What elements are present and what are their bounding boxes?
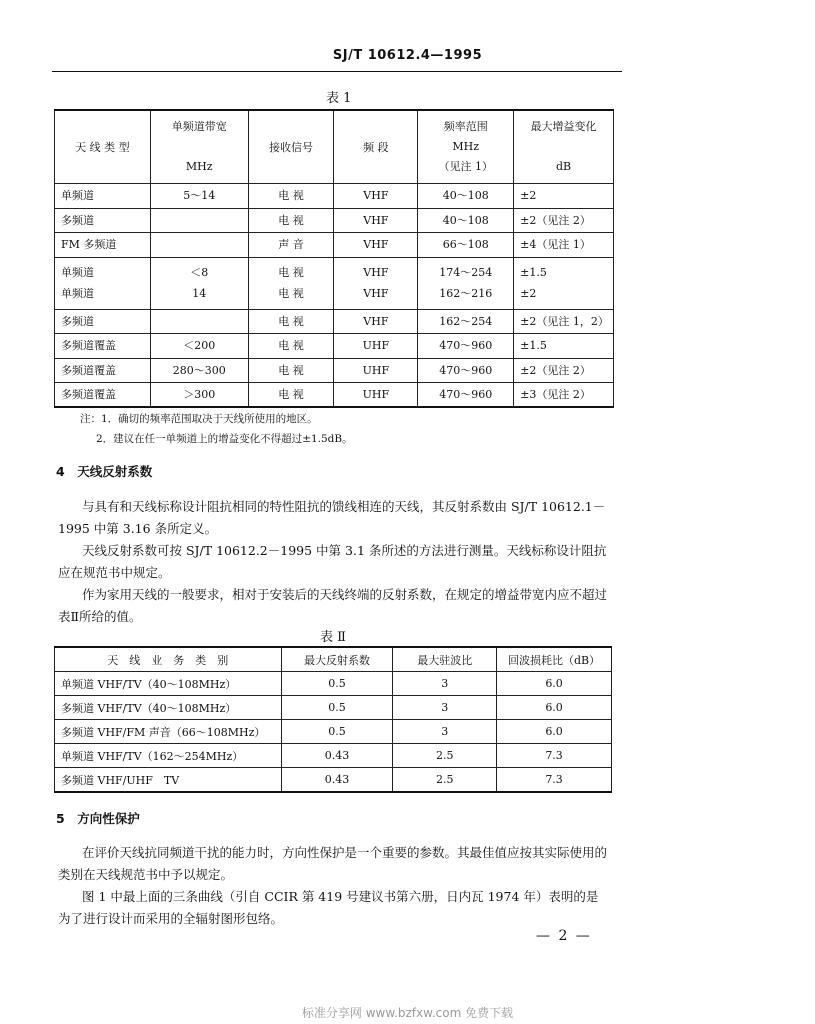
table-1-cell-freq: 470～960 bbox=[418, 334, 514, 359]
table-2-cell-max-reflection: 0.43 bbox=[281, 768, 393, 793]
table-1-row bbox=[55, 184, 614, 209]
table-1-cell-bw: 5～14 bbox=[150, 184, 248, 209]
table-1-title: 表 1 bbox=[326, 91, 352, 106]
table-1-cell-type: 单频道 bbox=[55, 184, 151, 209]
table-1-cell-bw: ＞300 bbox=[150, 383, 248, 408]
table-1-cell-type: 单频道 单频道 bbox=[55, 257, 151, 309]
header-max-vswr: 最大驻波比 bbox=[393, 647, 497, 672]
section-4-paragraph-1: 与具有和天线标称设计阻抗相同的特性阻抗的馈线相连的天线，其反射系数由 SJ/T 10612.1－1995 中第 3.16 条所定义。 bbox=[58, 499, 606, 536]
table-2 bbox=[54, 646, 612, 793]
table-1-cell-gain: ±2（见注 2） bbox=[514, 358, 614, 383]
table-1-cell-gain: ±1.5 bbox=[514, 334, 614, 359]
table-2-row bbox=[55, 744, 612, 768]
section-5-paragraph-2: 图 1 中最上面的三条曲线（引自 CCIR 第 419 号建议书第六册，日内瓦 1974 年）表明的是为了进行设计而采用的全辐射图形包络。 bbox=[58, 889, 599, 926]
header-antenna-type: 天 线 类 型 bbox=[55, 110, 151, 184]
table-2-cell-return-loss: 7.3 bbox=[497, 744, 612, 768]
table-1-cell-freq: 470～960 bbox=[418, 358, 514, 383]
watermark: 标准分享网 www.bzfxw.com 免费下载 bbox=[301, 1006, 514, 1020]
table-1-cell-signal: 电 视 bbox=[248, 309, 334, 334]
table-1-cell-band: VHF bbox=[334, 233, 418, 258]
section-4-heading: 4 天线反射系数 bbox=[56, 464, 153, 479]
table-1-cell-freq: 40～108 bbox=[418, 208, 514, 233]
header-max-reflection: 最大反射系数 bbox=[281, 647, 393, 672]
table-1-cell-type: 多频道 bbox=[55, 309, 151, 334]
table-1-cell-gain: ±2（见注 2） bbox=[514, 208, 614, 233]
table-1-row bbox=[55, 233, 614, 258]
table-1-row bbox=[55, 383, 614, 408]
table-1-cell-gain: ±3（见注 2） bbox=[514, 383, 614, 408]
header-rule bbox=[52, 71, 622, 72]
header-service-category: 天 线 业 务 类 别 bbox=[55, 647, 282, 672]
table-1-cell-signal: 声 音 bbox=[248, 233, 334, 258]
table-2-cell-service-category: 单频道 VHF/TV（40～108MHz） bbox=[55, 672, 282, 696]
table-1-row bbox=[55, 358, 614, 383]
table-2-row bbox=[55, 768, 612, 793]
header-frequency: 频率范围 MHz （见注 1） bbox=[418, 110, 514, 184]
table-2-cell-max-vswr: 3 bbox=[393, 672, 497, 696]
table-2-row bbox=[55, 672, 612, 696]
table-1-note-2: 2．建议在任一单频道上的增益变化不得超过±1.5dB。 bbox=[96, 433, 353, 445]
table-1-cell-band: VHF VHF bbox=[334, 257, 418, 309]
table-1-row bbox=[55, 257, 614, 309]
section-5-heading: 5 方向性保护 bbox=[56, 811, 140, 826]
table-1-row bbox=[55, 309, 614, 334]
table-2-cell-service-category: 多频道 VHF/UHF TV bbox=[55, 768, 282, 793]
table-1-cell-gain: ±2（见注 1，2） bbox=[514, 309, 614, 334]
table-1-cell-type: 多频道覆盖 bbox=[55, 358, 151, 383]
table-2-cell-max-vswr: 3 bbox=[393, 720, 497, 744]
table-1-cell-band: VHF bbox=[334, 208, 418, 233]
table-2-cell-service-category: 单频道 VHF/TV（162～254MHz） bbox=[55, 744, 282, 768]
table-2-row bbox=[55, 696, 612, 720]
table-1-cell-gain: ±1.5 ±2 bbox=[514, 257, 614, 309]
table-1-cell-signal: 电 视 bbox=[248, 184, 334, 209]
section-5-paragraph-1: 在评价天线抗同频道干扰的能力时，方向性保护是一个重要的参数。其最佳值应按其实际使用的类别在天线规范书中予以规定。 bbox=[58, 845, 608, 882]
table-1-cell-signal: 电 视 电 视 bbox=[248, 257, 334, 309]
table-1-cell-gain: ±2 bbox=[514, 184, 614, 209]
table-1-cell-bw: ＜8 14 bbox=[150, 257, 248, 309]
table-1-cell-freq: 174～254 162～216 bbox=[418, 257, 514, 309]
table-1-header-row bbox=[55, 110, 614, 184]
table-2-cell-service-category: 多频道 VHF/FM 声音（66～108MHz） bbox=[55, 720, 282, 744]
table-1-cell-bw: ＜200 bbox=[150, 334, 248, 359]
table-1-cell-band: VHF bbox=[334, 184, 418, 209]
table-2-cell-service-category: 多频道 VHF/TV（40～108MHz） bbox=[55, 696, 282, 720]
table-1-row bbox=[55, 334, 614, 359]
section-4-paragraph-3: 作为家用天线的一般要求，相对于安装后的天线终端的反射系数，在规定的增益带宽内应不超过表Ⅱ所给的值。 bbox=[58, 587, 608, 624]
section-4-paragraph-2: 天线反射系数可按 SJ/T 10612.2－1995 中第 3.1 条所述的方法进行测量。天线标称设计阻抗应在规范书中规定。 bbox=[58, 543, 607, 580]
table-1-cell-bw: 280～300 bbox=[150, 358, 248, 383]
table-1-cell-band: VHF bbox=[334, 309, 418, 334]
table-1-cell-band: UHF bbox=[334, 334, 418, 359]
table-2-cell-max-reflection: 0.5 bbox=[281, 672, 393, 696]
table-2-cell-return-loss: 6.0 bbox=[497, 672, 612, 696]
table-1-cell-bw bbox=[150, 233, 248, 258]
table-2-header-row bbox=[55, 647, 612, 672]
table-1-row bbox=[55, 208, 614, 233]
table-1-cell-signal: 电 视 bbox=[248, 334, 334, 359]
table-1-cell-freq: 470～960 bbox=[418, 383, 514, 408]
table-1-cell-signal: 电 视 bbox=[248, 383, 334, 408]
table-1 bbox=[54, 109, 614, 408]
table-1-cell-gain: ±4（见注 1） bbox=[514, 233, 614, 258]
page-number: — 2 — bbox=[536, 928, 592, 944]
table-1-cell-freq: 162～254 bbox=[418, 309, 514, 334]
table-1-cell-freq: 40～108 bbox=[418, 184, 514, 209]
table-2-cell-max-vswr: 2.5 bbox=[393, 744, 497, 768]
table-1-cell-band: UHF bbox=[334, 383, 418, 408]
table-1-cell-bw bbox=[150, 309, 248, 334]
table-2-title: 表 Ⅱ bbox=[320, 630, 346, 645]
table-1-cell-type: 多频道 bbox=[55, 208, 151, 233]
table-1-cell-type: 多频道覆盖 bbox=[55, 383, 151, 408]
table-2-cell-max-vswr: 2.5 bbox=[393, 768, 497, 793]
table-1-cell-signal: 电 视 bbox=[248, 358, 334, 383]
table-1-cell-type: 多频道覆盖 bbox=[55, 334, 151, 359]
table-1-cell-band: UHF bbox=[334, 358, 418, 383]
table-2-cell-max-reflection: 0.5 bbox=[281, 720, 393, 744]
header-band: 频 段 bbox=[334, 110, 418, 184]
header-bandwidth: 单频道带宽 MHz bbox=[150, 110, 248, 184]
table-2-row bbox=[55, 720, 612, 744]
header-gain: 最大增益变化 dB bbox=[514, 110, 614, 184]
table-2-cell-max-reflection: 0.43 bbox=[281, 744, 393, 768]
header-signal: 接收信号 bbox=[248, 110, 334, 184]
table-2-cell-return-loss: 6.0 bbox=[497, 696, 612, 720]
table-1-cell-signal: 电 视 bbox=[248, 208, 334, 233]
table-1-note-1: 注：1．确切的频率范围取决于天线所使用的地区。 bbox=[80, 413, 318, 425]
header-return-loss: 回波损耗比（dB） bbox=[497, 647, 612, 672]
table-2-cell-max-reflection: 0.5 bbox=[281, 696, 393, 720]
table-2-cell-max-vswr: 3 bbox=[393, 696, 497, 720]
document-header: SJ/T 10612.4—1995 bbox=[332, 48, 483, 63]
table-2-cell-return-loss: 7.3 bbox=[497, 768, 612, 793]
table-1-cell-bw bbox=[150, 208, 248, 233]
table-1-cell-type: FM 多频道 bbox=[55, 233, 151, 258]
table-2-cell-return-loss: 6.0 bbox=[497, 720, 612, 744]
table-1-cell-freq: 66～108 bbox=[418, 233, 514, 258]
